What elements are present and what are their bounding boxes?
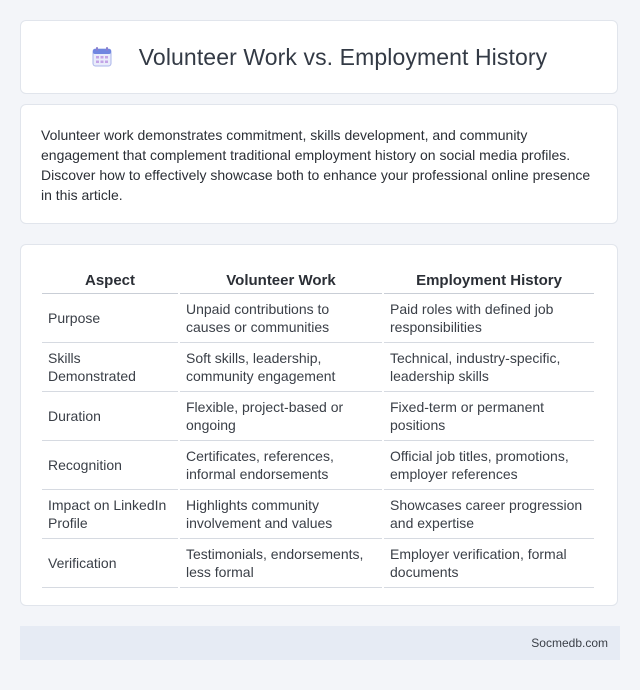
table-cell-aspect: Purpose	[42, 294, 178, 343]
page-title: Volunteer Work vs. Employment History	[138, 43, 548, 70]
table-cell-volunteer: Soft skills, leadership, community engagement	[180, 343, 382, 392]
table-cell-employment: Technical, industry-specific, leadership skills	[384, 343, 594, 392]
table-row	[42, 441, 594, 490]
intro-paragraph: Volunteer work demonstrates commitment, skills development, and community engagement that complement traditional employment history on social media profiles. Discover how to effectively showcase both to enhance your professional online presence in this article.	[41, 127, 591, 203]
footer-bar	[20, 626, 620, 660]
column-header-employment: Employment History	[384, 265, 594, 294]
table-cell-aspect: Duration	[42, 392, 178, 441]
table-cell-aspect: Recognition	[42, 441, 178, 490]
table-cell-aspect: Impact on LinkedIn Profile	[42, 490, 178, 539]
comparison-card	[20, 244, 618, 606]
table-cell-employment: Showcases career progression and expertise	[384, 490, 594, 539]
table-cell-employment: Employer verification, formal documents	[384, 539, 594, 588]
column-header-volunteer: Volunteer Work	[180, 265, 382, 294]
table-cell-employment: Fixed-term or permanent positions	[384, 392, 594, 441]
table-cell-employment: Official job titles, promotions, employer references	[384, 441, 594, 490]
footer-source-link[interactable]: Socmedb.com	[531, 636, 608, 650]
table-cell-volunteer: Testimonials, endorsements, less formal	[180, 539, 382, 588]
table-row	[42, 294, 594, 343]
column-header-aspect: Aspect	[42, 265, 178, 294]
table-cell-employment: Paid roles with defined job responsibilities	[384, 294, 594, 343]
table-cell-volunteer: Certificates, references, informal endorsements	[180, 441, 382, 490]
table-row	[42, 490, 594, 539]
table-cell-aspect: Verification	[42, 539, 178, 588]
table-cell-volunteer: Highlights community involvement and values	[180, 490, 382, 539]
table-cell-volunteer: Flexible, project-based or ongoing	[180, 392, 382, 441]
table-row	[42, 539, 594, 588]
table-header-row	[42, 265, 594, 294]
title-card	[20, 20, 618, 94]
table-cell-volunteer: Unpaid contributions to causes or communities	[180, 294, 382, 343]
intro-card	[20, 104, 618, 224]
calendar-icon	[91, 46, 113, 68]
table-row	[42, 343, 594, 392]
table-cell-aspect: Skills Demonstrated	[42, 343, 178, 392]
table-row	[42, 392, 594, 441]
comparison-table	[40, 265, 596, 588]
